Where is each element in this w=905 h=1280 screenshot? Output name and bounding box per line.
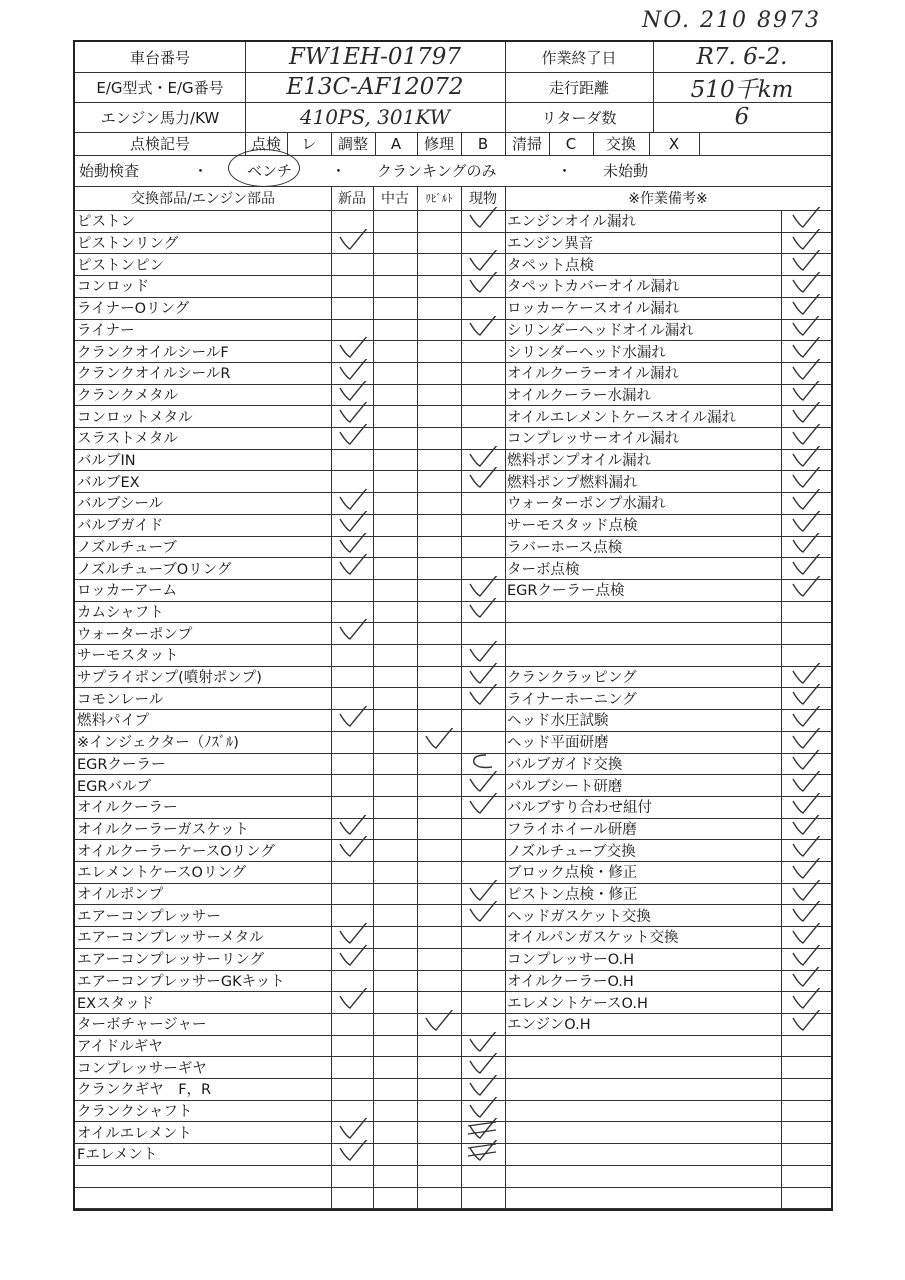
part-row-name: コンプレッサーギヤ <box>77 1060 207 1077</box>
grid-hline <box>75 579 831 580</box>
note-row-name <box>505 1056 781 1078</box>
part-row-name: ピストンピン <box>77 257 164 274</box>
document-number: NO. 210 8973 <box>642 8 821 33</box>
grid-hline <box>75 970 831 971</box>
part-row-name: ノズルチューブOリング <box>77 561 232 578</box>
grid-vline <box>653 42 654 132</box>
grid-hline <box>75 622 831 623</box>
grid-hline <box>75 405 831 406</box>
grid-hline <box>75 687 831 688</box>
grid-vline <box>373 186 374 210</box>
startup-separator-2: ・ <box>331 162 347 180</box>
mileage-value: 510千km <box>690 76 794 102</box>
part-row-name: コンロッド <box>77 279 150 296</box>
note-row-name <box>505 1035 781 1057</box>
grid-vline <box>373 210 374 1208</box>
grid-vline <box>331 210 332 1208</box>
grid-hline <box>75 427 831 428</box>
note-row-name: コンプレッサーO.H <box>507 952 635 969</box>
part-row-name: オイルポンプ <box>77 887 164 904</box>
grid-vline <box>593 132 594 155</box>
note-row-name: バルブガイド交換 <box>507 756 623 773</box>
grid-hline <box>75 926 831 927</box>
grid-vline <box>417 132 418 155</box>
part-row-name: サーモスタット <box>77 648 179 665</box>
grid-hline <box>75 253 831 254</box>
part-row-name: EXスタッド <box>77 995 155 1012</box>
grid-hline <box>75 536 831 537</box>
grid-hline <box>75 1013 831 1014</box>
part-row-name: サプライポンプ(噴射ポンプ) <box>77 670 262 687</box>
part-row-name: コモンレール <box>77 691 164 708</box>
note-row-name: オイルクーラー水漏れ <box>507 387 651 404</box>
part-row-name: EGRバルブ <box>77 778 151 795</box>
grid-vline <box>331 132 332 155</box>
part-row-name: ノズルチューブ <box>77 539 177 556</box>
note-row-name: ターボ点検 <box>507 561 580 578</box>
note-row-name: クランクラッピング <box>507 670 637 687</box>
grid-hline <box>75 709 831 710</box>
part-row-name: ピストン <box>77 214 135 231</box>
part-row-name: ターボチャージャー <box>77 1017 207 1034</box>
grid-vline <box>505 132 506 155</box>
startup-check-label: 始動検査 <box>79 162 140 180</box>
grid-hline <box>75 232 831 233</box>
part-row-name: バルブシール <box>77 496 164 513</box>
note-row-name: コンプレッサーオイル漏れ <box>507 431 680 448</box>
note-row-name: オイルクーラーO.H <box>507 973 634 990</box>
note-row-name: バルブすり合わせ組付 <box>507 800 652 817</box>
engine-power-value: 410PS, 301KW <box>299 105 451 129</box>
note-row-name: エレメントケースO.H <box>507 995 648 1012</box>
note-row-name: ヘッドガスケット交換 <box>507 908 651 925</box>
note-row-name: ノズルチューブ交換 <box>507 843 636 860</box>
grid-hline <box>75 275 831 276</box>
note-row-name: バルブシート研磨 <box>507 778 623 795</box>
grid-hline <box>75 861 831 862</box>
grid-hline <box>75 362 831 363</box>
grid-vline <box>699 132 700 155</box>
part-row-name: EGRクーラー <box>77 756 166 773</box>
grid-hline <box>75 297 831 298</box>
part-row-name: バルブガイド <box>77 518 164 535</box>
note-row-name <box>505 1165 781 1187</box>
note-row-name: シリンダーヘッドオイル漏れ <box>507 322 694 339</box>
note-row-name <box>505 644 781 666</box>
selected-circle-mark <box>228 149 300 187</box>
part-row-name: エアーコンプレッサー <box>77 908 221 925</box>
startup-separator-3: ・ <box>557 162 573 180</box>
work-end-date-value: R7. 6-2. <box>696 44 788 70</box>
engine-model-label: E/G型式・E/G番号 <box>96 78 224 97</box>
grid-vline <box>505 210 506 1208</box>
note-row-name: ブロック点検・修正 <box>507 865 638 882</box>
notes-column-header: ※作業備考※ <box>628 191 708 207</box>
symbol-name-inspect: 点検 <box>250 135 281 153</box>
note-row-name: タペットカバーオイル漏れ <box>507 279 680 296</box>
inspection-sheet <box>73 40 833 1211</box>
note-row-name <box>505 622 781 644</box>
note-row-name: オイルクーラーオイル漏れ <box>507 366 679 383</box>
vehicle-number-label: 車台番号 <box>129 48 190 67</box>
note-row-name: シリンダーヘッド水漏れ <box>507 344 666 361</box>
grid-hline <box>75 72 831 73</box>
grid-hline <box>75 666 831 667</box>
grid-hline <box>75 1056 831 1057</box>
grid-hline <box>75 1187 831 1188</box>
grid-hline <box>75 948 831 949</box>
startup-option-bench: ベンチ <box>247 162 293 180</box>
grid-hline <box>75 839 831 840</box>
work-end-date-label: 作業終了日 <box>541 48 617 67</box>
grid-hline <box>75 1143 831 1144</box>
grid-hline <box>75 155 831 156</box>
note-row-name: エンジンO.H <box>507 1017 591 1034</box>
note-row-name: EGRクーラー点検 <box>507 583 625 600</box>
part-row-name: アイドルギヤ <box>77 1038 163 1055</box>
grid-hline <box>75 796 831 797</box>
part-row-name: 燃料パイプ <box>77 713 150 730</box>
startup-separator-1: ・ <box>193 162 209 180</box>
retarder-label: リターダ数 <box>541 108 617 127</box>
grid-hline <box>75 340 831 341</box>
grid-vline <box>505 186 506 210</box>
note-row-name: サーモスタッド点検 <box>507 518 638 535</box>
note-row-name <box>505 1121 781 1143</box>
note-row-name: ロッカーケースオイル漏れ <box>507 301 680 318</box>
part-row-name: エアーコンプレッサーメタル <box>77 930 264 947</box>
part-row-name: エレメントケースOリング <box>77 865 247 882</box>
grid-vline <box>781 210 782 1208</box>
note-row-name <box>505 1078 781 1100</box>
part-row-name: ロッカーアーム <box>77 583 178 600</box>
note-row-name: フライホイール研磨 <box>507 821 637 838</box>
part-row-name: クランクメタル <box>77 387 179 404</box>
grid-hline <box>75 470 831 471</box>
part-row-name: スラストメタル <box>77 431 178 448</box>
symbol-name-clean: 清掃 <box>511 135 542 153</box>
part-row-name: エアーコンプレッサーGKキット <box>77 973 285 990</box>
part-row-name: ライナー <box>77 322 135 339</box>
part-row-name: クランクギヤ F，R <box>77 1082 212 1099</box>
grid-hline <box>75 186 831 187</box>
note-row-name <box>505 601 781 623</box>
symbol-name-repair: 修理 <box>423 135 454 153</box>
part-row-name: オイルエレメント <box>77 1125 192 1142</box>
grid-hline <box>75 514 831 515</box>
grid-hline <box>75 883 831 884</box>
grid-hline <box>75 601 831 602</box>
part-row-name: カムシャフト <box>77 604 164 621</box>
grid-vline <box>505 42 506 132</box>
engine-model-value: E13C-AF12072 <box>286 74 464 100</box>
grid-hline <box>75 818 831 819</box>
part-row-name: オイルクーラーケースOリング <box>77 843 275 860</box>
symbol-clean: C <box>565 134 577 153</box>
note-row-name <box>505 1187 781 1209</box>
mileage-label: 走行距離 <box>548 78 609 97</box>
note-row-name: ヘッド水圧試験 <box>507 713 609 730</box>
note-row-name: 燃料ポンプ燃料漏れ <box>507 474 638 491</box>
used-column-header: 中古 <box>381 191 409 207</box>
part-row-name: バルブEX <box>77 474 140 491</box>
part-row-name: ライナーOリング <box>77 301 190 318</box>
grid-hline <box>75 1078 831 1079</box>
grid-vline <box>461 186 462 210</box>
grid-hline <box>75 210 831 211</box>
part-row-name: バルブIN <box>77 453 136 470</box>
grid-vline <box>461 210 462 1208</box>
grid-vline <box>245 42 246 155</box>
grid-vline <box>549 132 550 155</box>
grid-vline <box>417 210 418 1208</box>
grid-hline <box>75 384 831 385</box>
note-row-name: ライナーホーニング <box>507 691 637 708</box>
retarder-value: 6 <box>734 104 750 130</box>
part-row-name <box>75 1187 331 1209</box>
note-row-name: オイルパンガスケット交換 <box>507 930 679 947</box>
grid-hline <box>75 1100 831 1101</box>
symbol-name-replace: 交換 <box>605 135 636 153</box>
grid-vline <box>461 132 462 155</box>
note-row-name <box>505 1100 781 1122</box>
symbol-replace: X <box>668 134 680 153</box>
symbol-name-adjust: 調整 <box>337 135 368 153</box>
note-row-name: エンジンオイル漏れ <box>507 214 637 231</box>
symbol-adjust: A <box>390 134 402 153</box>
part-row-name: エアーコンプレッサーリング <box>77 952 265 969</box>
grid-hline <box>75 991 831 992</box>
part-row-name: オイルクーラー <box>77 800 178 817</box>
engine-power-label: エンジン馬力/KW <box>100 108 220 127</box>
part-row-name: オイルクーラーガスケット <box>77 821 249 838</box>
part-row-name: ウォーターポンプ <box>77 626 193 643</box>
rebuilt-column-header: ﾘﾋﾞﾙﾄ <box>425 192 453 205</box>
note-row-name: ウォーターポンプ水漏れ <box>507 496 666 513</box>
new-column-header: 新品 <box>338 191 366 207</box>
note-row-name: エンジン異音 <box>507 236 594 253</box>
grid-hline <box>75 492 831 493</box>
symbol-repair: B <box>477 134 489 153</box>
part-row-name: クランクシャフト <box>77 1104 193 1121</box>
part-row-name: ※インジェクター（ﾉｽﾞﾙ) <box>77 735 239 752</box>
grid-hline <box>75 904 831 905</box>
note-row-name: 燃料ポンプオイル漏れ <box>507 453 652 470</box>
grid-hline <box>75 449 831 450</box>
grid-vline <box>417 186 418 210</box>
grid-hline <box>75 319 831 320</box>
grid-hline <box>75 1035 831 1036</box>
note-row-name <box>505 1143 781 1165</box>
part-row-name: コンロットメタル <box>77 409 193 426</box>
grid-hline <box>75 102 831 103</box>
part-row-name <box>75 1165 331 1187</box>
grid-hline <box>75 644 831 645</box>
note-row-name: ラバーホース点検 <box>507 539 623 556</box>
parts-column-header: 交換部品/エンジン部品 <box>130 191 276 207</box>
part-row-name: Fエレメント <box>77 1147 158 1164</box>
startup-option-cranking: クランキングのみ <box>377 162 497 180</box>
grid-hline <box>75 557 831 558</box>
grid-vline <box>375 132 376 155</box>
grid-hline <box>75 1121 831 1122</box>
part-row-name: クランクオイルシールR <box>77 366 231 383</box>
note-row-name: ヘッド平面研磨 <box>507 735 609 752</box>
grid-hline <box>75 731 831 732</box>
grid-hline <box>75 1208 831 1209</box>
note-row-name: オイルエレメントケースオイル漏れ <box>507 409 737 426</box>
grid-hline <box>75 753 831 754</box>
inspection-symbols-label: 点検記号 <box>129 135 190 153</box>
note-row-name: ピストン点検・修正 <box>507 887 638 904</box>
startup-option-not-started: 未始動 <box>603 162 649 180</box>
grid-hline <box>75 132 831 133</box>
symbol-inspect: レ <box>301 135 317 153</box>
vehicle-number-value: FW1EH-01797 <box>288 44 462 70</box>
note-row-name: タペット点検 <box>507 257 594 274</box>
part-row-name: クランクオイルシールF <box>77 344 229 361</box>
grid-vline <box>649 132 650 155</box>
grid-vline <box>287 132 288 155</box>
current-column-header: 現物 <box>469 191 497 207</box>
grid-hline <box>75 774 831 775</box>
grid-vline <box>331 186 332 210</box>
grid-hline <box>75 1165 831 1166</box>
part-row-name: ピストンリング <box>77 236 179 253</box>
